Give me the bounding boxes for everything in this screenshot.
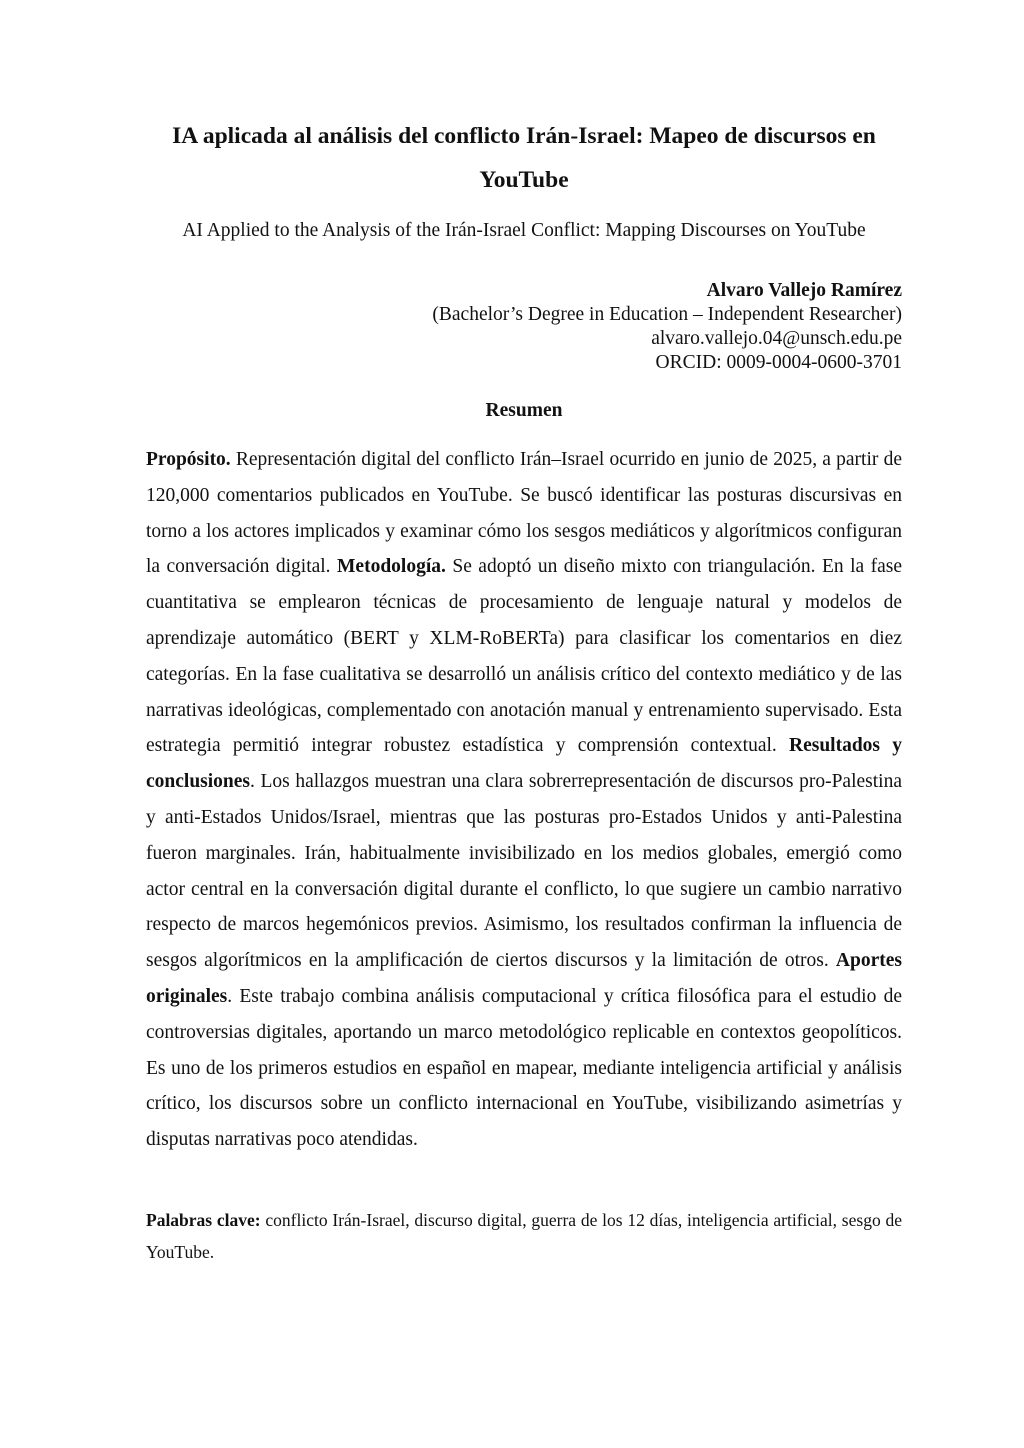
abstract-paragraph <box>146 442 902 1158</box>
method-text: Se adoptó un diseño mixto con triangulación. En la fase cuantitativa se emplearon técnicas de procesamiento de lenguaje natural y modelos de aprendizaje automático (BERT y XLM-RoBERTa) para clasificar los comentarios en diez categorías. En la fase cualitativa se desarrolló un análisis crítico del contexto mediático y de las narrativas ideológicas, complementado con anotación manual y entrenamiento supervisado. Esta estrategia permitió integrar robustez estadística y comprensión contextual. <box>146 556 902 757</box>
author-email: alvaro.vallejo.04@unsch.edu.pe <box>651 328 902 349</box>
purpose-label: Propósito. <box>146 449 231 470</box>
results-text: . Los hallazgos muestran una clara sobrerrepresentación de discursos pro-Palestina y anti-Estados Unidos/Israel, mientras que las posturas pro-Estados Unidos y anti-Palestina fueron marginales. Irán, habitualmente invisibilizado en los medios globales, emergió como actor central en la conversación digital durante el conflicto, lo que sugiere un cambio narrativo respecto de marcos hegemónicos previos. Asimismo, los resultados confirman la influencia de sesgos algorítmicos en la amplificación de ciertos discursos y la limitación de otros. <box>146 771 902 972</box>
contributions-text: . Este trabajo combina análisis computacional y crítica filosófica para el estudio de controversias digitales, aportando un marco metodológico replicable en contextos geopolíticos. Es uno de los primeros estudios en español en mapear, mediante inteligencia artificial y análisis crítico, los discursos sobre un conflicto internacional en YouTube, visibilizando asimetrías y disputas narrativas poco atendidas. <box>146 985 902 1151</box>
abstract-heading: Resumen <box>485 400 563 421</box>
paper-subtitle-english: AI Applied to the Analysis of the Irán-Israel Conflict: Mapping Discourses on YouTube <box>182 220 866 241</box>
contributions-label: Aportes originales <box>146 950 902 1007</box>
keywords-label: Palabras clave: <box>146 1210 261 1230</box>
author-name: Alvaro Vallejo Ramírez <box>706 280 902 301</box>
results-label: Resultados y conclusiones <box>146 735 902 793</box>
paper-title: IA aplicada al análisis del conflicto Irán-Israel: Mapeo de discursos en YouTube <box>172 123 876 193</box>
author-block <box>432 279 902 375</box>
method-label: Metodología. <box>337 556 446 578</box>
author-orcid: ORCID: 0009-0004-0600-3701 <box>655 352 902 373</box>
purpose-text: Representación digital del conflicto Irán–Israel ocurrido en junio de 2025, a partir de 120,000 comentarios publicados en YouTube. Se buscó identificar las posturas discursivas en torno a los actores implicados y examinar cómo los sesgos mediáticos y algorítmicos configuran la conversación digital. <box>146 449 902 578</box>
author-affiliation: (Bachelor’s Degree in Education – Independent Researcher) <box>432 304 902 325</box>
keywords-text: conflicto Irán-Israel, discurso digital, guerra de los 12 días, inteligencia artificial, sesgo de YouTube. <box>146 1210 902 1262</box>
keywords-paragraph <box>146 1204 902 1268</box>
